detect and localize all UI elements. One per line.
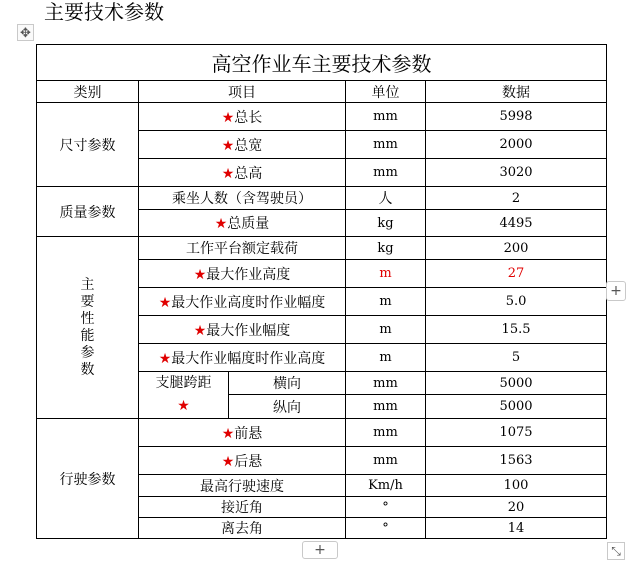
item-cell: ★最大作业高度	[139, 260, 346, 288]
table-move-handle-icon[interactable]: ✥	[17, 24, 34, 41]
add-column-button[interactable]: +	[606, 281, 626, 301]
header-item: 项目	[139, 81, 346, 103]
value-cell: 14	[426, 518, 607, 539]
item-cell: ★总高	[139, 159, 346, 187]
resize-handle-icon[interactable]: ⤡	[607, 542, 625, 560]
spec-table	[36, 44, 607, 539]
star-icon: ★	[221, 165, 235, 182]
star-icon: ★	[177, 398, 190, 414]
item-cell: 接近角	[139, 497, 346, 518]
item-cell: ★后悬	[139, 447, 346, 475]
sub-item-cell: 横向	[229, 372, 346, 395]
unit-cell: mm	[346, 131, 426, 159]
header-unit: 单位	[346, 81, 426, 103]
value-cell: 2000	[426, 131, 607, 159]
unit-cell: 人	[346, 187, 426, 210]
item-cell: ★最大作业高度时作业幅度	[139, 288, 346, 316]
value-cell: 200	[426, 237, 607, 260]
group-label: 尺寸参数	[37, 103, 139, 187]
unit-cell: mm	[346, 395, 426, 419]
star-icon: ★	[221, 109, 235, 126]
unit-cell: mm	[346, 447, 426, 475]
unit-cell: kg	[346, 210, 426, 237]
header-value: 数据	[426, 81, 607, 103]
value-cell: 27	[426, 260, 607, 288]
star-icon: ★	[221, 425, 235, 442]
item-cell: ★总宽	[139, 131, 346, 159]
value-cell: 20	[426, 497, 607, 518]
table-row	[37, 419, 607, 447]
value-cell: 1075	[426, 419, 607, 447]
star-icon: ★	[221, 453, 235, 470]
unit-cell: mm	[346, 103, 426, 131]
table-row	[37, 187, 607, 210]
unit-cell: °	[346, 518, 426, 539]
item-cell: 离去角	[139, 518, 346, 539]
page-heading: 主要技术参数	[44, 0, 164, 24]
value-cell: 4495	[426, 210, 607, 237]
item-cell: 工作平台额定载荷	[139, 237, 346, 260]
star-icon: ★	[193, 266, 207, 283]
unit-cell: m	[346, 260, 426, 288]
value-cell: 5000	[426, 372, 607, 395]
item-cell: ★总长	[139, 103, 346, 131]
star-icon: ★	[221, 137, 235, 154]
item-cell: ★最大作业幅度	[139, 316, 346, 344]
item-cell: ★总质量	[139, 210, 346, 237]
item-cell: ★最大作业幅度时作业高度	[139, 344, 346, 372]
star-icon: ★	[158, 350, 172, 367]
star-icon: ★	[158, 294, 172, 311]
unit-cell: kg	[346, 237, 426, 260]
group-label: 主要性能参数	[37, 237, 139, 419]
unit-cell: mm	[346, 419, 426, 447]
header-category: 类别	[37, 81, 139, 103]
value-cell: 5.0	[426, 288, 607, 316]
value-cell: 2	[426, 187, 607, 210]
add-row-button[interactable]: +	[302, 541, 338, 559]
value-cell: 5998	[426, 103, 607, 131]
value-cell: 3020	[426, 159, 607, 187]
unit-cell: Km/h	[346, 475, 426, 497]
value-cell: 5000	[426, 395, 607, 419]
outrigger-label: 支腿跨距 ★	[139, 372, 229, 419]
item-cell: 最高行驶速度	[139, 475, 346, 497]
value-cell: 15.5	[426, 316, 607, 344]
table-row	[37, 237, 607, 260]
value-cell: 1563	[426, 447, 607, 475]
unit-cell: m	[346, 288, 426, 316]
unit-cell: m	[346, 316, 426, 344]
star-icon: ★	[214, 216, 228, 232]
table-row	[37, 103, 607, 131]
group-label: 质量参数	[37, 187, 139, 237]
item-cell: ★前悬	[139, 419, 346, 447]
item-cell: 乘坐人数（含驾驶员）	[139, 187, 346, 210]
star-icon: ★	[193, 322, 207, 339]
table-title: 高空作业车主要技术参数	[37, 45, 607, 81]
group-label: 行驶参数	[37, 419, 139, 539]
value-cell: 100	[426, 475, 607, 497]
unit-cell: mm	[346, 372, 426, 395]
unit-cell: mm	[346, 159, 426, 187]
sub-item-cell: 纵向	[229, 395, 346, 419]
unit-cell: °	[346, 497, 426, 518]
value-cell: 5	[426, 344, 607, 372]
unit-cell: m	[346, 344, 426, 372]
